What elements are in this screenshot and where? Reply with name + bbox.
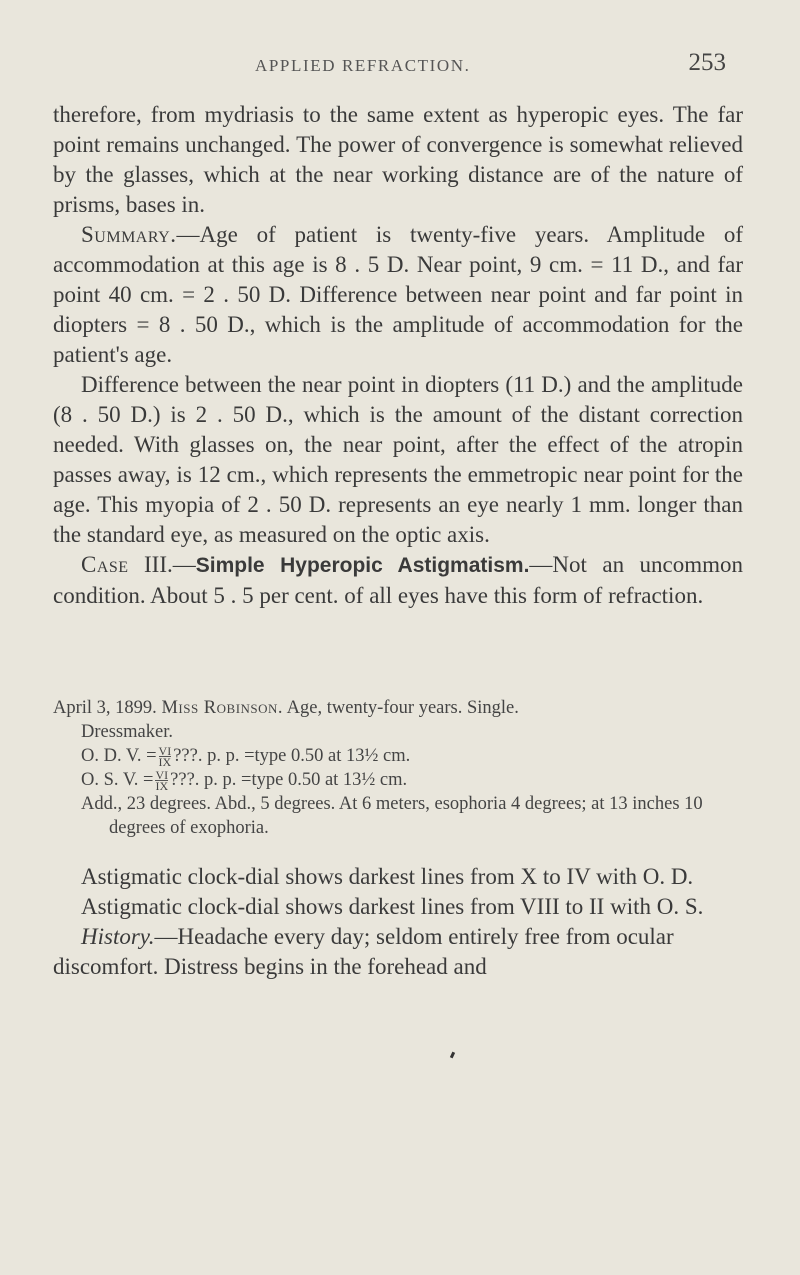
case-text: —Not an uncommon condition. About 5 . 5 per cent. of all eyes have this form of refraction. (53, 552, 743, 608)
ink-speck (450, 1052, 455, 1059)
od-frac-denominator: IX (158, 755, 172, 770)
running-head: APPLIED REFRACTION. (255, 56, 471, 75)
record-line-date (53, 696, 743, 720)
history-label: History. (81, 924, 155, 949)
paragraph-clock-od: Astigmatic clock-dial shows darkest lines from X to IV with O. D. (81, 864, 694, 889)
record-od-vision (53, 744, 743, 768)
record-patient-name: Miss Robinson. (161, 698, 284, 718)
case-record (53, 696, 743, 840)
od-prefix: O. D. V. = (81, 746, 157, 766)
os-rest: ???. p. p. =type 0.50 at 13½ cm. (170, 770, 408, 790)
os-frac-numerator: VI (155, 768, 169, 783)
record-occupation: Dressmaker. (81, 722, 173, 742)
paragraph-summary (53, 220, 743, 370)
od-fraction (158, 744, 172, 770)
od-frac-numerator: VI (158, 744, 172, 759)
paragraph-difference: Difference between the near point in diopters (11 D.) and the amplitude (8 . 50 D.) is 2 . 50 D., which is the amount of the distant correction needed. With glasses on, the near point, after the effect of the atropin passes away, is 12 cm., which represents the emmetropic near point for the age. This myopia of 2 . 50 D. represents an eye nearly 1 mm. longer than the standard eye, as measured on the optic axis. (53, 372, 743, 547)
paragraph-clock-os: Astigmatic clock-dial shows darkest lines from VIII to II with O. S. (81, 894, 704, 919)
paragraph-mydriasis: therefore, from mydriasis to the same extent as hyperopic eyes. The far point remains unchanged. The power of convergence is somewhat relieved by the glasses, which at the near working distance are of the nature of prisms, bases in. (53, 102, 743, 217)
main-text-block (53, 100, 743, 611)
case-title: Simple Hyperopic Astigmatism. (195, 554, 530, 577)
case-label: Case (81, 552, 129, 577)
summary-text: —Age of patient is twenty-five years. Amplitude of accommodation at this age is 8 . 5 D. Near point, 9 cm. = 11 D., and far point 40 cm. = 2 . 50 D. Difference between near point and far point in diopters = 8 . 50 D., which is the amplitude of accommodation for the patient's age. (53, 222, 743, 367)
paragraph-case-iii (53, 550, 743, 611)
record-muscle-balance: Add., 23 degrees. Abd., 5 degrees. At 6 meters, esophoria 4 degrees; at 13 inches 10 degrees of exophoria. (81, 794, 703, 838)
os-prefix: O. S. V. = (81, 770, 154, 790)
od-rest: ???. p. p. =type 0.50 at 13½ cm. (173, 746, 411, 766)
case-dash: — (172, 552, 196, 577)
paragraph-history (53, 922, 743, 982)
case-numeral: III. (144, 552, 173, 577)
page-header (255, 49, 740, 80)
page-number: 253 (688, 49, 726, 76)
history-text: —Headache every day; seldom entirely free from ocular discomfort. Distress begins in the forehead and (53, 924, 674, 979)
lower-text-block (53, 862, 743, 982)
os-frac-denominator: IX (155, 779, 169, 794)
record-date: April 3, 1899. (53, 698, 157, 718)
summary-label: Summary. (81, 222, 177, 247)
record-os-vision (53, 768, 743, 792)
os-fraction (155, 768, 169, 794)
record-age: Age, twenty-four years. Single. (286, 698, 519, 718)
